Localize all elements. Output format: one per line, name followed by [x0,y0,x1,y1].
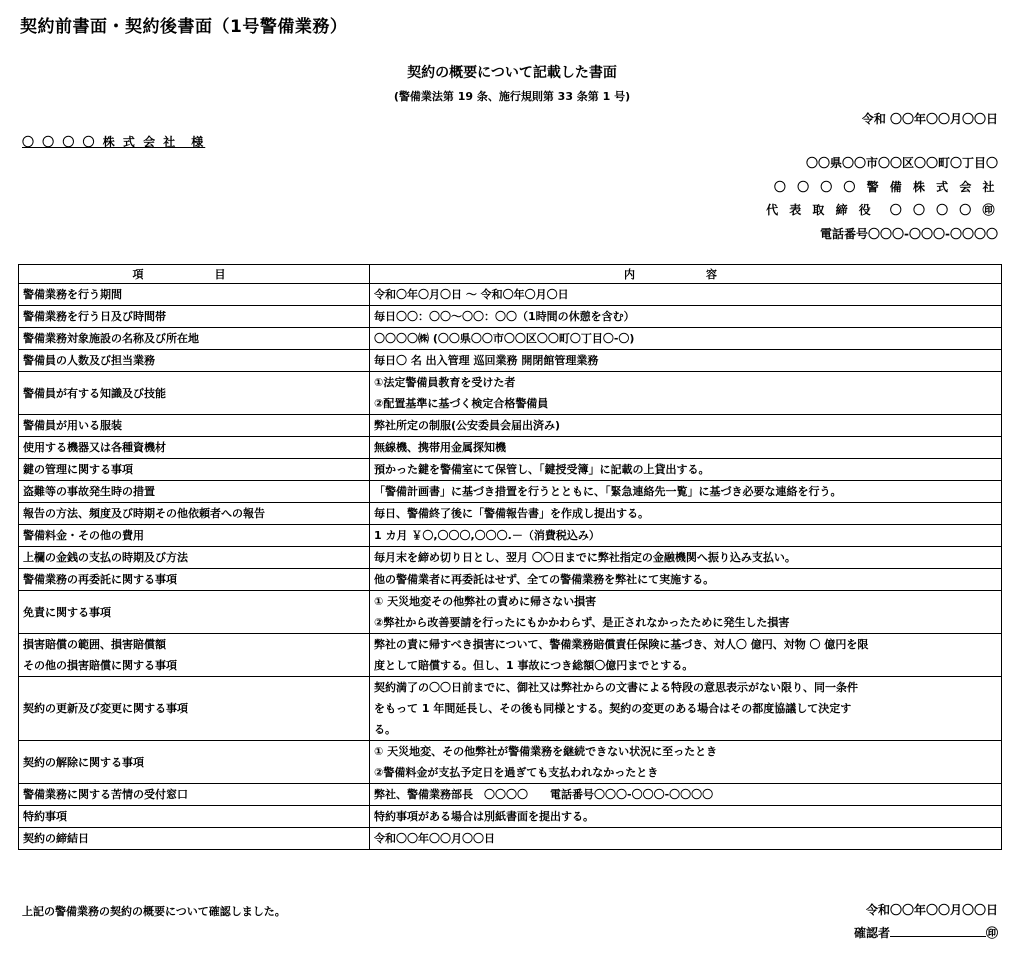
item-text: 特約事項 [23,810,67,823]
contract-summary-table [18,264,1002,850]
item-text: 免責に関する事項 [23,605,111,619]
row-content-cell [370,634,1002,677]
table-row [19,372,1002,415]
item-text: 警備業務に関する苦情の受付窓口 [23,788,188,801]
content-text: ②弊社から改善要請を行ったにもかかわらず、是正されなかったために発生した損害 [374,616,790,629]
table-row [19,569,1002,591]
table-row [19,306,1002,328]
row-item-cell [19,784,370,806]
row-item-cell [19,481,370,503]
item-text: 警備員の人数及び担当業務 [23,354,155,367]
signature-line[interactable] [890,924,986,937]
row-item-cell [19,677,370,741]
table-row [19,784,1002,806]
row-content-cell [370,784,1002,806]
row-item-cell [19,591,370,634]
table-row [19,481,1002,503]
row-content-cell [370,547,1002,569]
item-text: 契約の締結日 [23,832,89,845]
confirmation-text: 上記の警備業務の契約の概要について確認しました。 [22,905,286,918]
content-text: ②配置基準に基づく検定合格警備員 [374,397,549,410]
content-text: 特約事項がある場合は別紙書面を提出する。 [374,810,594,823]
table-row [19,547,1002,569]
row-item-cell [19,828,370,850]
row-item-cell [19,415,370,437]
row-item-cell [19,741,370,784]
document-heading: 契約前書面・契約後書面（1号警備業務） [20,17,348,37]
item-text: 警備料金・その他の費用 [23,529,144,542]
item-text: 警備員が用いる服装 [23,419,122,432]
content-text: 毎日〇 名 出入管理 巡回業務 開閉館管理業務 [374,354,599,367]
table-row [19,503,1002,525]
table-row [19,806,1002,828]
row-content-cell [370,591,1002,634]
row-item-cell [19,284,370,306]
row-content-cell [370,741,1002,784]
row-item-cell [19,634,370,677]
recipient-name: 〇 〇 〇 〇 株 式 会 社 様 [22,135,206,149]
seal-mark: ㊞ [985,926,998,940]
item-text: 鍵の管理に関する事項 [23,463,133,476]
item-text: 警備業務対象施設の名称及び所在地 [23,332,199,345]
content-text: ①法定警備員教育を受けた者 [374,376,516,389]
row-item-cell [19,569,370,591]
confirmer-label: 確認者 [853,926,890,940]
row-content-cell [370,284,1002,306]
row-content-cell [370,525,1002,547]
item-text: 契約の更新及び変更に関する事項 [23,702,188,715]
content-text: 契約満了の〇〇日前までに、御社又は弊社からの文書による特段の意思表示がない限り、同一条件 [374,681,858,694]
table-row [19,741,1002,784]
issuer-phone: 電話番号〇〇〇-〇〇〇-〇〇〇〇 [820,226,998,241]
item-text: 使用する機器又は各種資機材 [23,441,166,454]
row-item-cell [19,503,370,525]
confirmer-signature [854,924,998,941]
row-content-cell [370,503,1002,525]
row-item-cell [19,437,370,459]
content-text: 他の警備業者に再委託はせず、全ての警備業務を弊社にて実施する。 [374,573,715,586]
content-text: ① 天災地変その他弊社の責めに帰さない損害 [374,595,597,608]
content-text: 1 カ月 ￥〇,〇〇〇,〇〇〇.－（消費税込み） [374,529,600,542]
table-row [19,677,1002,741]
page-title: 契約の概要について記載した書面 [407,65,617,81]
table-row [19,415,1002,437]
row-item-cell [19,459,370,481]
content-text: 預かった鍵を警備室にて保管し、「鍵授受簿」に記載の上貸出する。 [374,463,710,476]
content-text: 〇〇〇〇㈱ (〇〇県〇〇市〇〇区〇〇町〇丁目〇-〇) [374,332,635,345]
item-text: 警備員が有する知識及び技能 [23,386,166,400]
item-text: 警備業務の再委託に関する事項 [23,573,177,586]
content-text: をもって 1 年間延長し、その後も同様とする。契約の変更のある場合はその都度協議して決定す [374,702,852,715]
item-text: 上欄の金銭の支払の時期及び方法 [23,551,188,564]
table-row [19,634,1002,677]
table-row [19,350,1002,372]
table-row [19,828,1002,850]
table-row [19,284,1002,306]
issuer-block [766,152,998,246]
row-item-cell [19,328,370,350]
row-content-cell [370,306,1002,328]
row-content-cell [370,350,1002,372]
row-content-cell [370,437,1002,459]
content-text: 弊社所定の制服(公安委員会届出済み) [374,419,561,432]
row-content-cell [370,828,1002,850]
item-text: 損害賠償の範囲、損害賠償額 [23,638,166,651]
row-item-cell [19,806,370,828]
content-text: 毎月末を締め切り日とし、翌月 〇〇日までに弊社指定の金融機関へ振り込み支払い。 [374,551,796,564]
item-text: その他の損害賠償に関する事項 [23,659,177,672]
content-text: 度として賠償する。但し、1 事故につき総額〇億円までとする。 [374,659,694,672]
row-content-cell [370,328,1002,350]
row-item-cell [19,547,370,569]
confirmation-date: 令和〇〇年〇〇月〇〇日 [865,903,998,917]
row-item-cell [19,306,370,328]
table-row [19,591,1002,634]
row-content-cell [370,677,1002,741]
content-text: 令和〇年〇月〇日 ～ 令和〇年〇月〇日 [374,288,569,301]
issuer-representative: 代 表 取 締 役 〇 〇 〇 〇 ㊞ [766,203,998,217]
row-item-cell [19,350,370,372]
issuer-address: 〇〇県〇〇市〇〇区〇〇町〇丁目〇 [805,156,998,170]
row-content-cell [370,415,1002,437]
law-reference: (警備業法第 19 条、施行規則第 33 条第 1 号) [393,90,631,103]
column-header-item: 項 目 [19,265,370,284]
content-text: 「警備計画書」に基づき措置を行うとともに、「緊急連絡先一覧」に基づき必要な連絡を行う。 [374,485,842,498]
item-text: 報告の方法、頻度及び時期その他依頼者への報告 [23,507,265,520]
row-item-cell [19,372,370,415]
content-text: 弊社、警備業務部長 〇〇〇〇 電話番号〇〇〇-〇〇〇-〇〇〇〇 [374,788,714,801]
content-text: る。 [374,723,396,736]
row-content-cell [370,806,1002,828]
table-row [19,328,1002,350]
row-content-cell [370,569,1002,591]
content-text: 弊社の責に帰すべき損害について、警備業務賠償責任保険に基づき、対人〇 億円、対物 〇 億円を限 [374,638,869,651]
content-text: ②警備料金が支払予定日を過ぎても支払われなかったとき [374,766,659,779]
row-content-cell [370,372,1002,415]
content-text: ① 天災地変、その他弊社が警備業務を継続できない状況に至ったとき [374,745,718,758]
content-text: 毎日〇〇：〇〇～〇〇：〇〇（1時間の休憩を含む） [374,310,635,323]
table-row [19,525,1002,547]
issue-date: 令和 〇〇年〇〇月〇〇日 [861,112,998,126]
content-text: 毎日、警備終了後に「警備報告書」を作成し提出する。 [374,507,649,520]
item-text: 盗難等の事故発生時の措置 [23,485,155,498]
issuer-company: 〇 〇 〇 〇 警 備 株 式 会 社 [773,179,998,194]
column-header-content: 内 容 [370,265,1002,284]
item-text: 契約の解除に関する事項 [23,755,144,769]
table-header-row [19,265,1002,284]
table-row [19,437,1002,459]
item-text: 警備業務を行う期間 [23,288,122,301]
table-row [19,459,1002,481]
row-content-cell [370,481,1002,503]
row-content-cell [370,459,1002,481]
content-text: 令和〇〇年〇〇月〇〇日 [374,832,495,845]
item-text: 警備業務を行う日及び時間帯 [23,310,166,323]
row-item-cell [19,525,370,547]
content-text: 無線機、携帯用金属探知機 [374,441,506,454]
